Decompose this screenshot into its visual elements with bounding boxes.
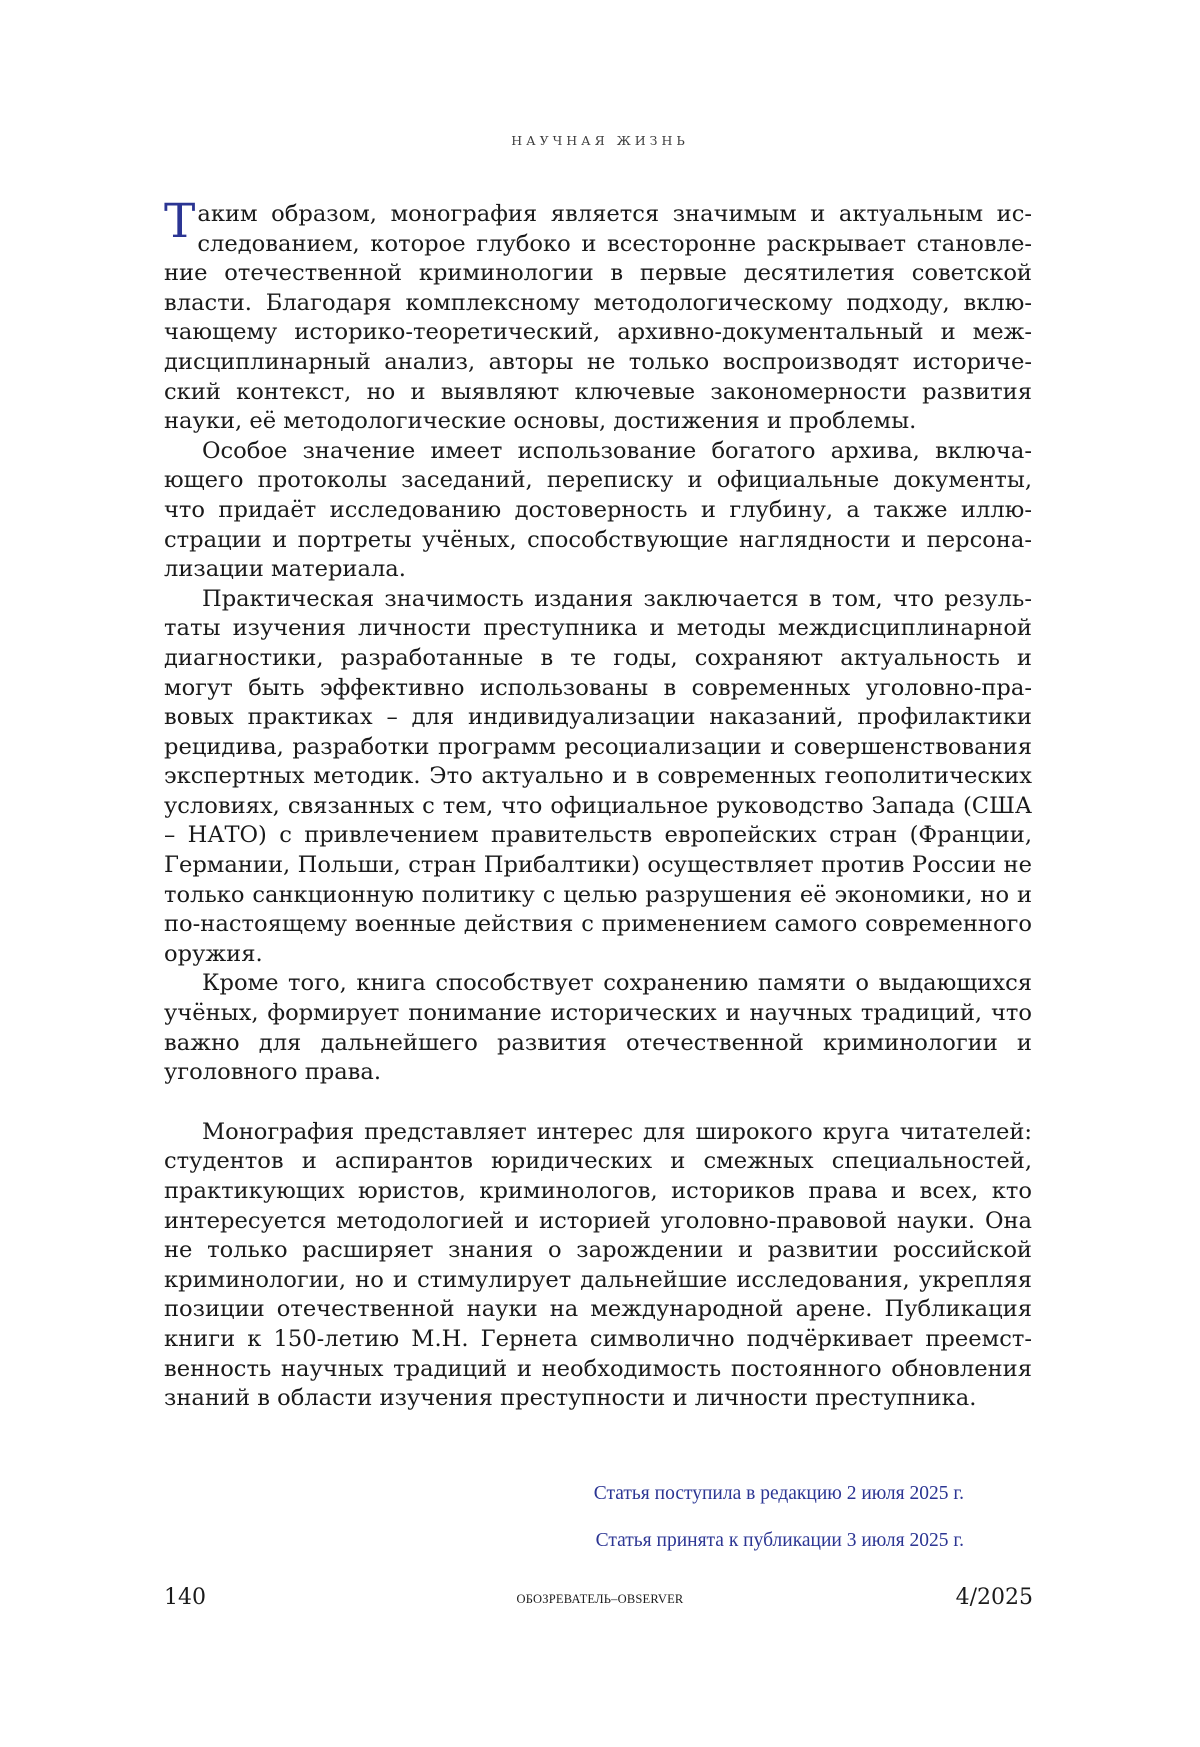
- accepted-date: Статья принята к публикации 3 июля 2025 г.: [596, 1530, 964, 1552]
- paragraph-5: Монография представляет интерес для широкого круга читателей: студентов и аспирантов юридических и смежных специальностей, практикующих юристов, криминологов, историков права и всех, кто интересуется методологией и историей уголовно-правовой науки. Она не только расширяет знания о зарождении и развитии российской криминологии, но и стимулирует дальнейшие исследования, укрепляя позиции отечественной науки на международной арене. Публикация книги к 150-летию М.Н. Гернета символично подчёркивает преемст­венность научных традиций и необходимость постоянного обновления знаний в области изучения преступности и личности преступника.: [164, 1118, 1032, 1414]
- journal-title: ОБОЗРЕВАТЕЛЬ–OBSERVER: [0, 1592, 1200, 1607]
- paragraph-4: Кроме того, книга способствует сохранению памяти о выдающихся учёных, формирует понимание исторических и научных традиций, что важно для дальнейшего развития отечественной криминологии и уголовного права.: [164, 969, 1032, 1087]
- article-body: [164, 200, 1032, 1414]
- paragraph-1: [164, 200, 1032, 437]
- paragraph-2: Особое значение имеет использование богатого архива, включа­ющего протоколы заседаний, переписку и официальные документы, что придаёт исследованию достоверность и глубину, а также иллю­страции и портреты учёных, способствующие наглядности и персона­лизации материала.: [164, 437, 1032, 585]
- paragraph-1-text: аким образом, монография является значимым и актуальным ис­следованием, которое глубоко и всесторонне раскрывает становле­ние отечественной криминологии в первые десятилетия советской власти. Благодаря комплексному методологическому подходу, вклю­чающему историко-теоретический, архивно-документальный и меж­дисциплинарный анализ, авторы не только воспроизводят историче­ский контекст, но и выявляют ключевые закономерности развития науки, её методологические основы, достижения и проблемы.: [164, 201, 1032, 434]
- issue-number: 4/2025: [956, 1585, 1033, 1610]
- drop-cap: Т: [164, 202, 195, 242]
- running-head: НАУЧНАЯ ЖИЗНЬ: [0, 133, 1200, 148]
- received-date: Статья поступила в редакцию 2 июля 2025 г.: [594, 1483, 964, 1505]
- paragraph-3: Практическая значимость издания заключается в том, что резуль­таты изучения личности преступника и методы междисциплинарной диагностики, разработанные в те годы, сохраняют актуальность и могут быть эффективно использованы в современных уголовно-пра­вовых практиках – для индивидуализации наказаний, профилактики рецидива, разработки программ ресоциализации и совершенствова­ния экспертных методик. Это актуально и в современных геополити­ческих условиях, связанных с тем, что официальное руководство За­пада (США – НАТО) с привлечением правительств европейских стран (Франции, Германии, Польши, стран Прибалтики) осуществляет про­тив России не только санкционную политику с целью разрушения её экономики, но и по-настоящему военные действия с применением самого современного оружия.: [164, 585, 1032, 970]
- page-number: 140: [164, 1585, 206, 1610]
